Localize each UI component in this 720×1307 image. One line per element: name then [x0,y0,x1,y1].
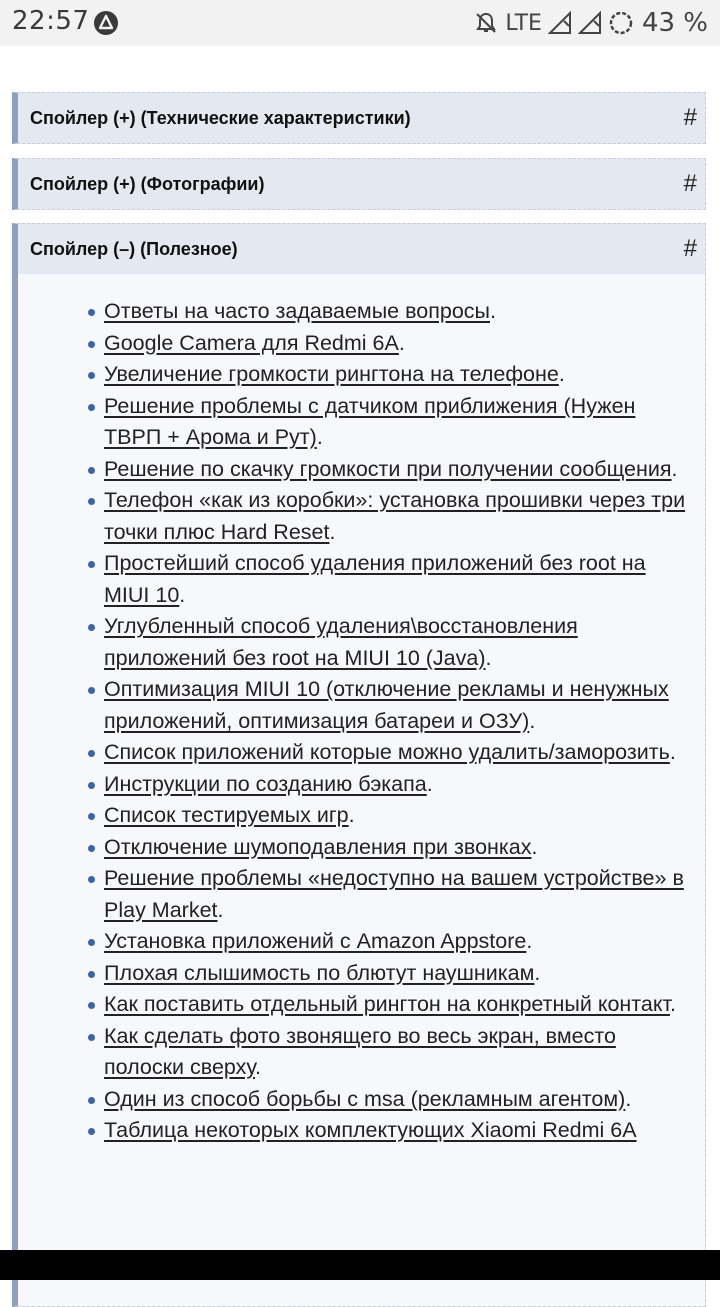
article-link[interactable]: Один из способ борьбы с msa (рекламным агентом) [104,1086,626,1111]
anchor-link[interactable]: # [683,235,697,262]
article-link[interactable]: Увеличение громкости рингтона на телефоне [104,362,559,386]
punctuation: . [254,1055,261,1079]
punctuation: . [485,645,492,670]
list-item [104,769,695,801]
article-link[interactable]: Инструкции по созданию бэкапа [104,771,427,796]
punctuation: . [526,929,533,953]
list-item [104,485,695,548]
spoiler-header[interactable] [18,224,705,274]
list-item [104,800,695,832]
spoiler-title[interactable]: Спойлер (–) (Полезное) [30,238,238,259]
punctuation: . [671,456,678,481]
spoiler-title[interactable]: Спойлер (+) (Технические характеристики) [30,107,411,128]
status-icons [473,6,708,40]
list-item [104,989,695,1021]
article-link[interactable]: Телефон «как из коробки»: установка прошивки через три точки плюс Hard Reset [104,488,686,544]
list-item [104,328,695,360]
punctuation: . [529,708,536,733]
signal-icon [548,11,572,35]
punctuation: . [179,582,186,607]
punctuation: . [329,519,336,544]
list-item [104,611,695,674]
list-item [104,548,695,611]
article-link[interactable]: Решение проблемы «недоступно на вашем устройстве» в Play Market [104,866,684,922]
article-link[interactable]: Таблица некоторых комплектующих Xiaomi Redmi 6A [104,1118,637,1142]
spoiler-header[interactable] [18,93,705,143]
useful-links-list [18,296,695,1147]
list-item [104,737,695,769]
navigation-bar [0,1250,720,1280]
article-link[interactable]: Ответы на часто задаваемые вопросы [104,299,490,323]
punctuation: . [217,897,224,922]
list-item [104,674,695,737]
spoiler-photos[interactable] [12,158,706,210]
punctuation: . [316,425,323,449]
punctuation: . [348,803,355,827]
list-item [104,296,695,328]
anchor-link[interactable]: # [683,104,697,131]
spoiler-useful [12,223,706,1307]
list-item [104,1021,695,1084]
spoiler-specs[interactable] [12,92,706,144]
list-item [104,1084,695,1116]
list-item [104,926,695,958]
article-link[interactable]: Список тестируемых игр [104,803,349,827]
mute-icon [473,10,499,36]
punctuation: . [426,771,433,796]
list-item [104,454,695,486]
battery-percentage: 43 % [641,8,708,38]
punctuation: . [669,992,676,1016]
battery-saver-icon [608,10,634,36]
list-item [104,958,695,990]
article-link[interactable]: Оптимизация MIUI 10 (отключение рекламы и ненужных приложений, оптимизация батареи и ОЗУ) [104,677,669,733]
status-time: 22:57 [12,6,90,36]
notification-app-icon [93,10,119,36]
article-link[interactable]: Плохая слышимость по блютут наушникам [104,960,535,985]
list-item [104,391,695,454]
spoiler-title[interactable]: Спойлер (+) (Фотографии) [30,173,265,194]
spoiler-header[interactable] [18,159,705,209]
list-item [104,1115,695,1147]
article-link[interactable]: Простейший способ удаления приложений без root на MIUI 10 [104,551,646,607]
punctuation: . [625,1086,632,1111]
article-link[interactable]: Список приложений которые можно удалить/заморозить [104,740,670,764]
article-link[interactable]: Решение по скачку громкости при получении сообщения [104,456,672,481]
punctuation: . [490,299,496,323]
punctuation: . [531,834,538,859]
article-link[interactable]: Углубленный способ удаления\восстановления приложений без root на MIUI 10 (Java) [104,614,578,670]
article-link[interactable]: Google Camera для Redmi 6A [104,330,399,355]
punctuation: . [534,960,541,985]
network-type: LTE [505,10,542,36]
list-item [104,832,695,864]
signal-icon-2 [578,11,602,35]
article-link[interactable]: Установка приложений с Amazon Appstore [104,929,527,953]
article-link[interactable]: Отключение шумоподавления при звонках [104,834,532,859]
article-link[interactable]: Как сделать фото звонящего во весь экран, вместо полоски сверху [104,1023,616,1079]
punctuation: . [398,330,405,355]
spoiler-content [18,274,705,1306]
punctuation: . [558,362,565,386]
anchor-link[interactable]: # [683,170,697,197]
list-item [104,359,695,391]
article-link[interactable]: Как поставить отдельный рингтон на конкретный контакт [104,992,670,1016]
status-bar [0,0,720,46]
article-link[interactable]: Решение проблемы с датчиком приближения (Нужен ТВРП + Арома и Рут) [104,393,636,449]
punctuation: . [669,740,676,764]
list-item [104,863,695,926]
